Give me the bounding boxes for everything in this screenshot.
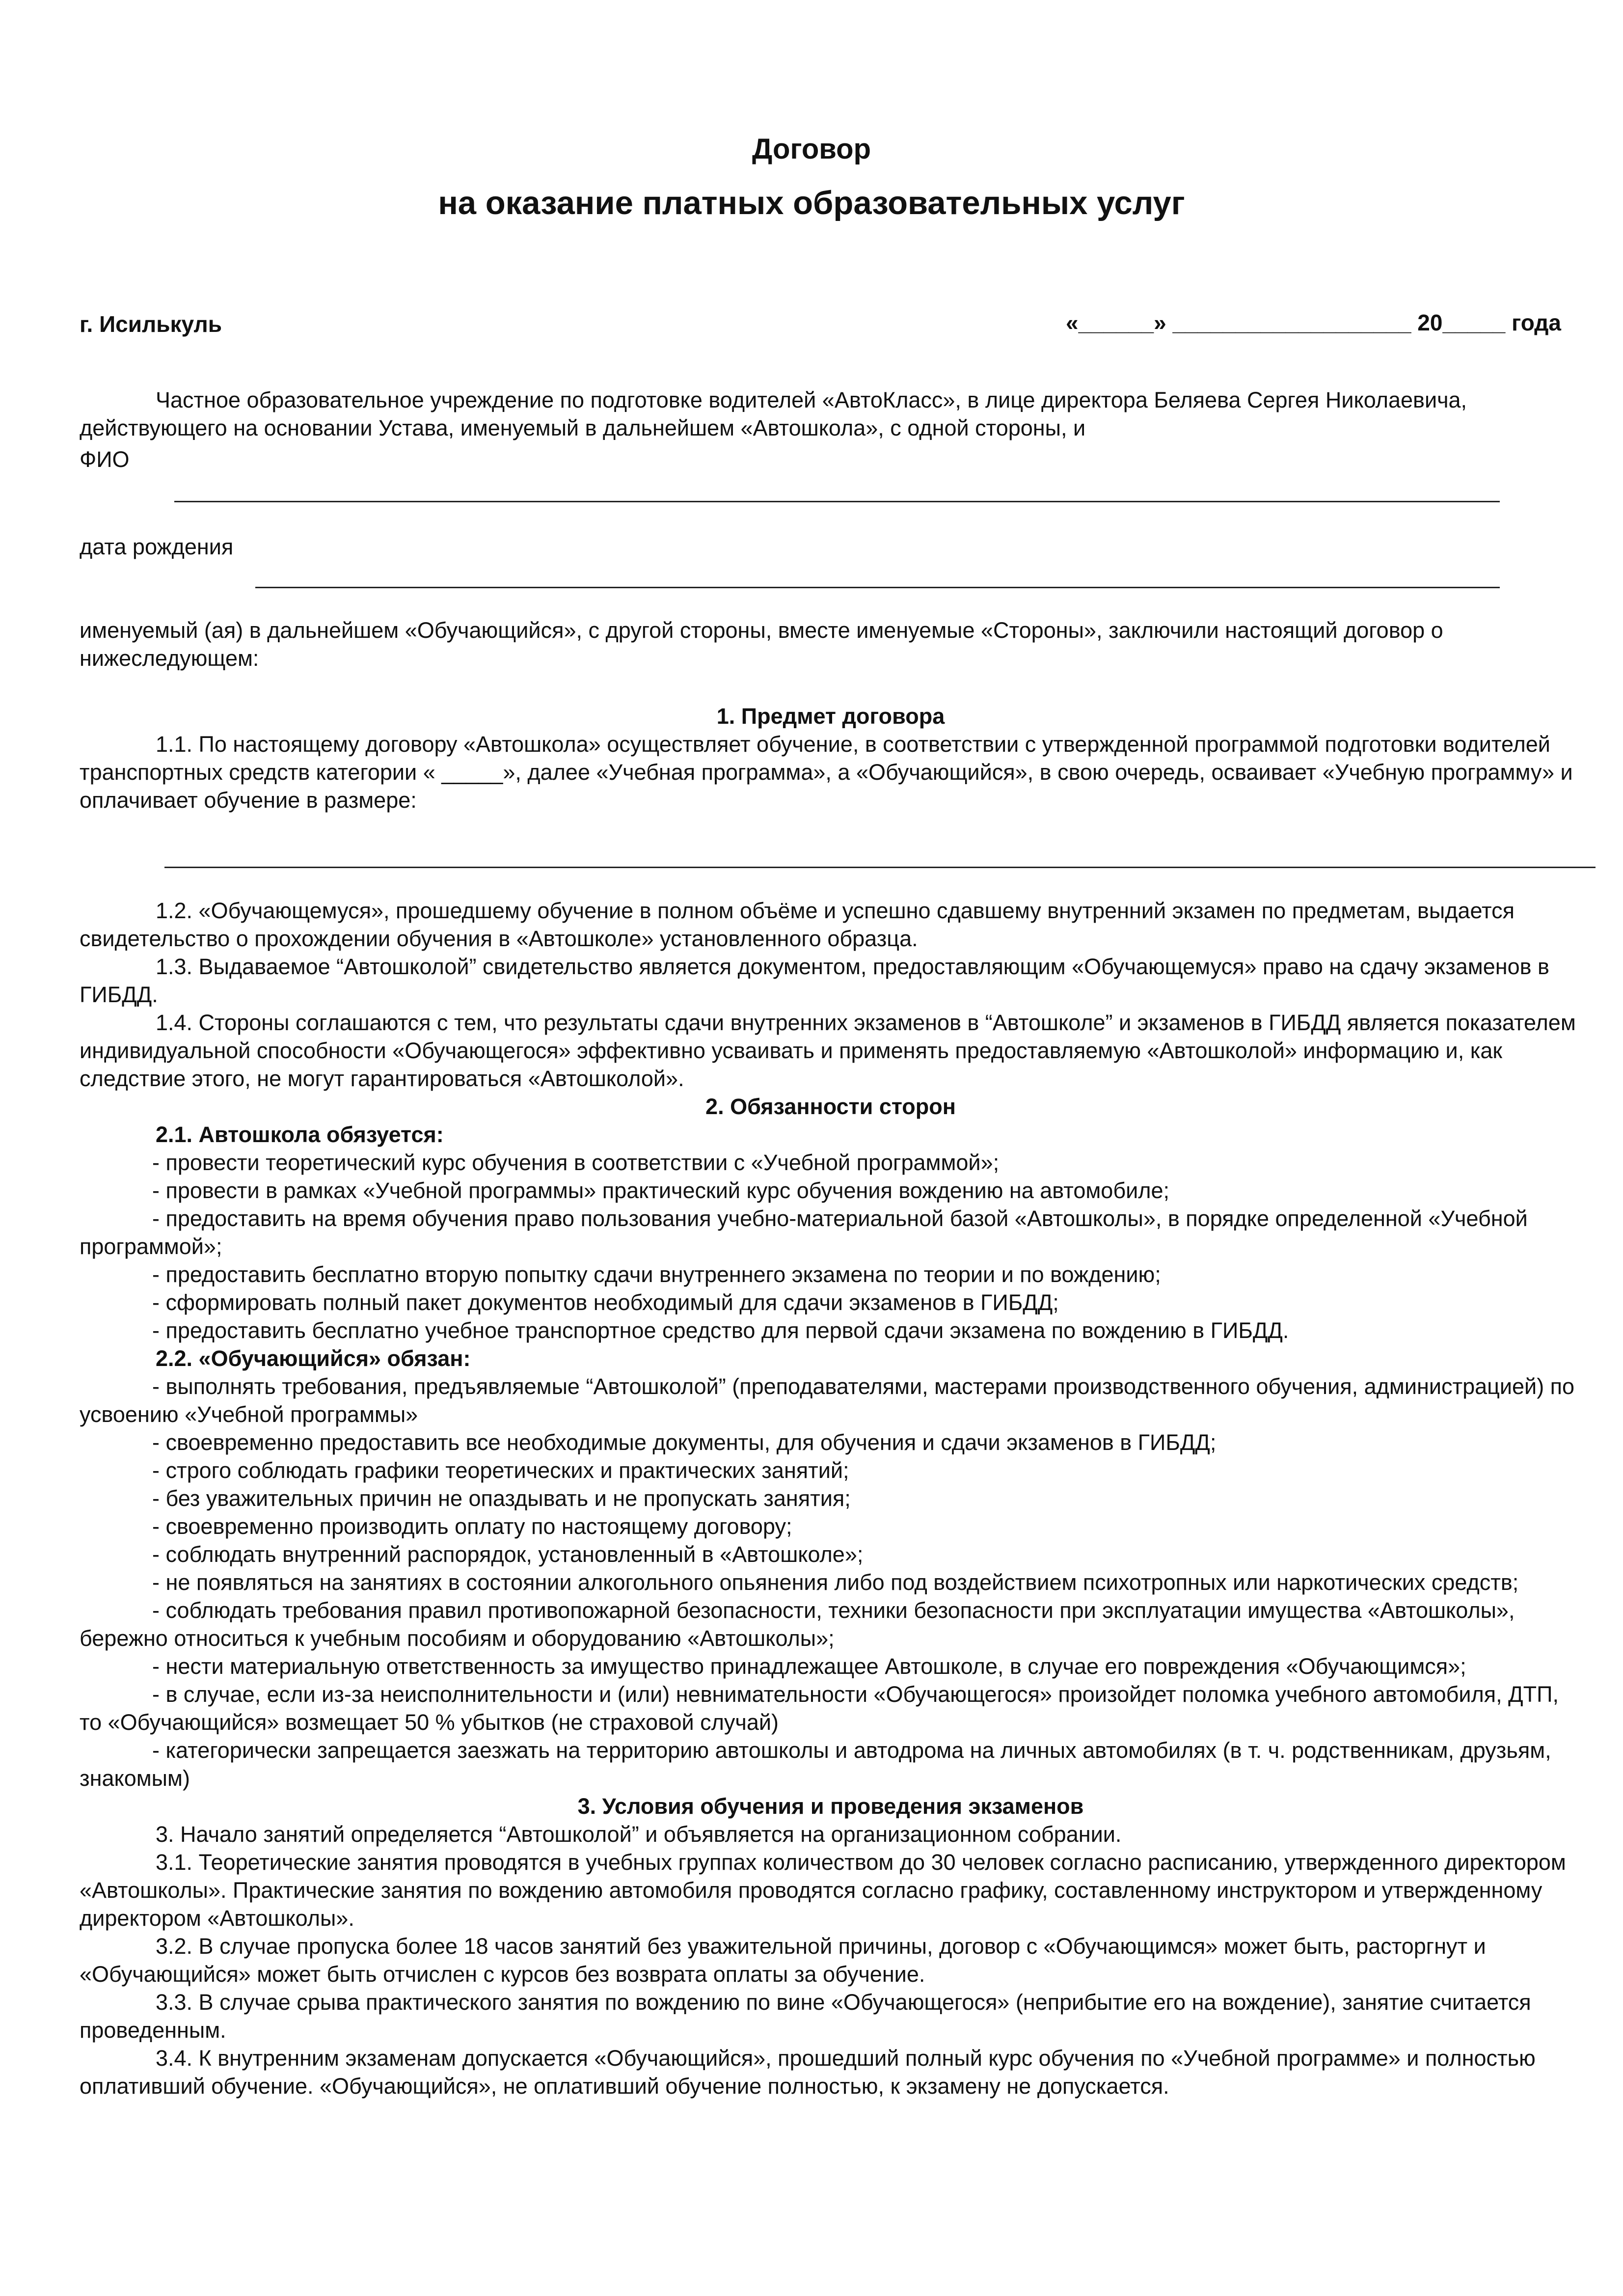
doc-title: Договор xyxy=(752,133,871,165)
parties-block xyxy=(80,616,1582,672)
date-line: «______» ___________________ 20_____ года xyxy=(1066,310,1561,335)
clause-2-1-heading: 2.1. Автошкола обязуется: xyxy=(156,1122,444,1147)
dob-line[interactable] xyxy=(255,587,1500,588)
duty-student-5: - своевременно производить оплату по настоящему договору; xyxy=(152,1514,792,1539)
clause-3: 3. Начало занятий определяется “Автошколой” и объявляется на организационном собрании. xyxy=(156,1822,1122,1847)
clause-1-3: 1.3. Выдаваемое “Автошколой” свидетельство является документом, предоставляющим «Обучающемуся» право на сдачу экзаменов в ГИБДД. xyxy=(80,954,1549,1007)
doc-subtitle: на оказание платных образовательных услуг xyxy=(438,185,1185,221)
clause-3-3: 3.3. В случае срыва практического занятия по вождению по вине «Обучающегося» (неприбытие его на вождение), занятие считается проведенным. xyxy=(80,1990,1531,2043)
fio-line[interactable] xyxy=(174,501,1500,502)
section-1 xyxy=(80,702,1582,814)
duty-student-11: - категорически запрещается заезжать на территорию автошколы и автодрома на личных автомобилях (в т. ч. родственникам, друзьям, знакомым) xyxy=(80,1738,1551,1791)
section-1-title: 1. Предмет договора xyxy=(716,704,945,729)
section-1-cont xyxy=(80,897,1582,2100)
parties-paragraph: именуемый (ая) в дальнейшем «Обучающийся», с другой стороны, вместе именуемые «Стороны», заключили настоящий договор о нижеследующем: xyxy=(80,618,1443,671)
duty-student-2: - своевременно предоставить все необходимые документы, для обучения и сдачи экзаменов в ГИБДД; xyxy=(152,1430,1217,1455)
duty-student-1: - выполнять требования, предъявляемые “Автошколой” (преподавателями, мастерами производственного обучения, администрацией) по усвоению «Учебной программы» xyxy=(80,1374,1575,1427)
duty-school-6: - предоставить бесплатно учебное транспортное средство для первой сдачи экзамена по вождению в ГИБДД. xyxy=(152,1318,1289,1343)
duty-school-3: - предоставить на время обучения право пользования учебно-материальной базой «Автошколы», в порядке определенной «Учебной программой»; xyxy=(80,1206,1528,1259)
intro-paragraph: Частное образовательное учреждение по подготовке водителей «АвтоКласс», в лице директора Беляева Сергея Николаевича, действующего на основании Устава, именуемый в дальнейшем «Автошкола», с одной стороны, и xyxy=(80,387,1467,440)
section-2-title: 2. Обязанности сторон xyxy=(705,1094,956,1119)
duty-student-7: - не появляться на занятиях в состоянии алкогольного опьянения либо под воздействием психотропных или наркотических средств; xyxy=(152,1570,1519,1595)
duty-student-3: - строго соблюдать графики теоретических и практических занятий; xyxy=(152,1458,849,1483)
duty-school-2: - провести в рамках «Учебной программы» практический курс обучения вождению на автомобиле; xyxy=(152,1178,1170,1203)
clause-1-1: 1.1. По настоящему договору «Автошкола» осуществляет обучение, в соответствии с утвержденной программой подготовки водителей транспортных средств категории « _____», далее «Учебная программа», а «Обучающийся», в свою очередь, осваивает «Учебную программу» и оплачивает обучение в размере: xyxy=(80,732,1573,813)
duty-student-4: - без уважительных причин не опаздывать и не пропускать занятия; xyxy=(152,1486,851,1511)
clause-3-1: 3.1. Теоретические занятия проводятся в учебных группах количеством до 30 человек согласно расписанию, утвержденного директором «Автошколы». Практические занятия по вождению автомобиля проводятся согласно графику, составленному инструктором и утвержденному директором «Автошколы». xyxy=(80,1850,1566,1931)
duty-school-1: - провести теоретический курс обучения в соответствии с «Учебной программой»; xyxy=(152,1150,1000,1175)
city: г. Исилькуль xyxy=(80,311,222,337)
duty-student-8: - соблюдать требования правил противопожарной безопасности, техники безопасности при эксплуатации имущества «Автошколы», бережно относиться к учебным пособиям и оборудованию «Автошколы»; xyxy=(80,1598,1515,1651)
clause-3-4: 3.4. К внутренним экзаменам допускается «Обучающийся», прошедший полный курс обучения по «Учебной программе» и полностью оплативший обучение. «Обучающийся», не оплативший обучение полностью, к экзамену не допускается. xyxy=(80,2046,1536,2099)
duty-student-10: - в случае, если из-за неисполнительности и (или) невнимательности «Обучающегося» произойдет поломка учебного автомобиля, ДТП, то «Обучающийся» возмещает 50 % убытков (не страховой случай) xyxy=(80,1682,1559,1735)
duty-school-4: - предоставить бесплатно вторую попытку сдачи внутреннего экзамена по теории и по вождению; xyxy=(152,1262,1161,1287)
fio-label: ФИО xyxy=(80,447,130,472)
section-3-title: 3. Условия обучения и проведения экзаменов xyxy=(577,1794,1084,1819)
clause-1-4: 1.4. Стороны соглашаются с тем, что результаты сдачи внутренних экзаменов в “Автошколе” и экзаменов в ГИБДД является показателем индивидуальной способности «Обучающегося» эффективно усваивать и применять предоставляемую «Автошколой» информацию и, как следствие этого, не могут гарантироваться «Автошколой». xyxy=(80,1010,1576,1091)
payment-line[interactable] xyxy=(164,867,1596,868)
clause-1-2: 1.2. «Обучающемуся», прошедшему обучение в полном объёме и успешно сдавшему внутренний экзамен по предметам, выдается свидетельство о прохождении обучения в «Автошколе» установленного образца. xyxy=(80,898,1515,951)
clause-3-2: 3.2. В случае пропуска более 18 часов занятий без уважительной причины, договор с «Обучающимся» может быть, расторгнут и «Обучающийся» может быть отчислен с курсов без возврата оплаты за обучение. xyxy=(80,1934,1486,1987)
duty-student-6: - соблюдать внутренний распорядок, установленный в «Автошколе»; xyxy=(152,1542,864,1567)
intro-block xyxy=(80,386,1582,442)
clause-2-2-heading: 2.2. «Обучающийся» обязан: xyxy=(156,1346,471,1371)
dob-label: дата рождения xyxy=(80,534,234,559)
duty-student-9: - нести материальную ответственность за имущество принадлежащее Автошколе, в случае его повреждения «Обучающимся»; xyxy=(152,1654,1466,1679)
duty-school-5: - сформировать полный пакет документов необходимый для сдачи экзаменов в ГИБДД; xyxy=(152,1290,1059,1315)
